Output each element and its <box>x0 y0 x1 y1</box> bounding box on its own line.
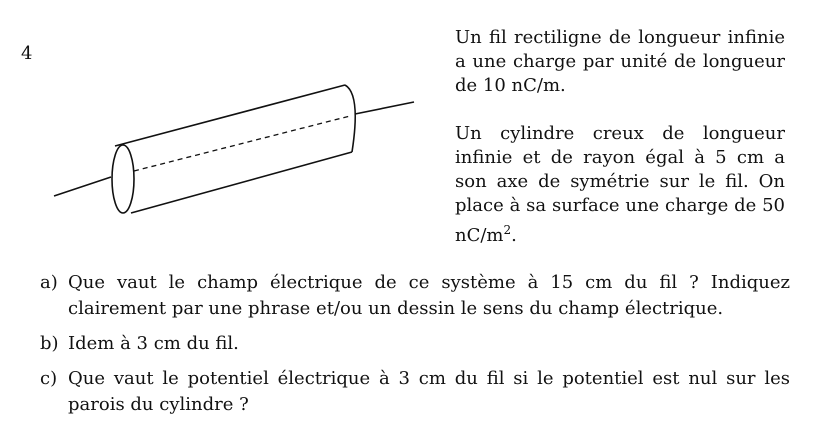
subquestion-a <box>40 270 790 322</box>
subquestion-text: Que vaut le potentiel électrique à 3 cm du fil si le potentiel est nul sur les parois du cylindre ? <box>68 368 790 415</box>
cylinder-left-ellipse <box>112 145 134 213</box>
cylinder-bottom-edge <box>131 152 352 213</box>
subquestion-text: Que vaut le champ électrique de ce système à 15 cm du fil ? Indiquez clairement par une phrase et/ou un dessin le sens du champ électrique. <box>68 272 790 319</box>
subquestion-c <box>40 366 790 418</box>
cylinder-right-cap <box>345 85 355 152</box>
statement-exponent: 2 <box>503 223 512 237</box>
subquestion-label: c) <box>40 368 58 389</box>
problem-statement <box>455 26 785 248</box>
statement-paragraph-1: Un fil rectiligne de longueur infinie a une charge par unité de longueur de 10 nC/m. <box>455 27 785 96</box>
wire-right <box>355 102 414 114</box>
cylinder-wire-icon <box>48 72 420 222</box>
statement-paragraph-2-text: Un cylindre creux de longueur infinie et de rayon égal à 5 cm a son axe de symétrie sur le fil. On place à sa surface une charge de 50 nC/m <box>455 123 785 246</box>
subquestion-text: Idem à 3 cm du fil. <box>68 333 239 354</box>
subquestion-label: a) <box>40 272 58 293</box>
cylinder-top-edge <box>115 85 345 146</box>
question-number: 4 <box>21 43 33 64</box>
cylinder-wire-figure <box>48 72 420 222</box>
statement-period: . <box>511 225 517 246</box>
subquestion-label: b) <box>40 333 59 354</box>
subquestions <box>40 270 790 427</box>
wire-left <box>54 177 111 196</box>
statement-paragraph-2 <box>455 122 785 248</box>
subquestion-b <box>40 331 790 357</box>
wire-hidden-dashed <box>134 116 350 171</box>
